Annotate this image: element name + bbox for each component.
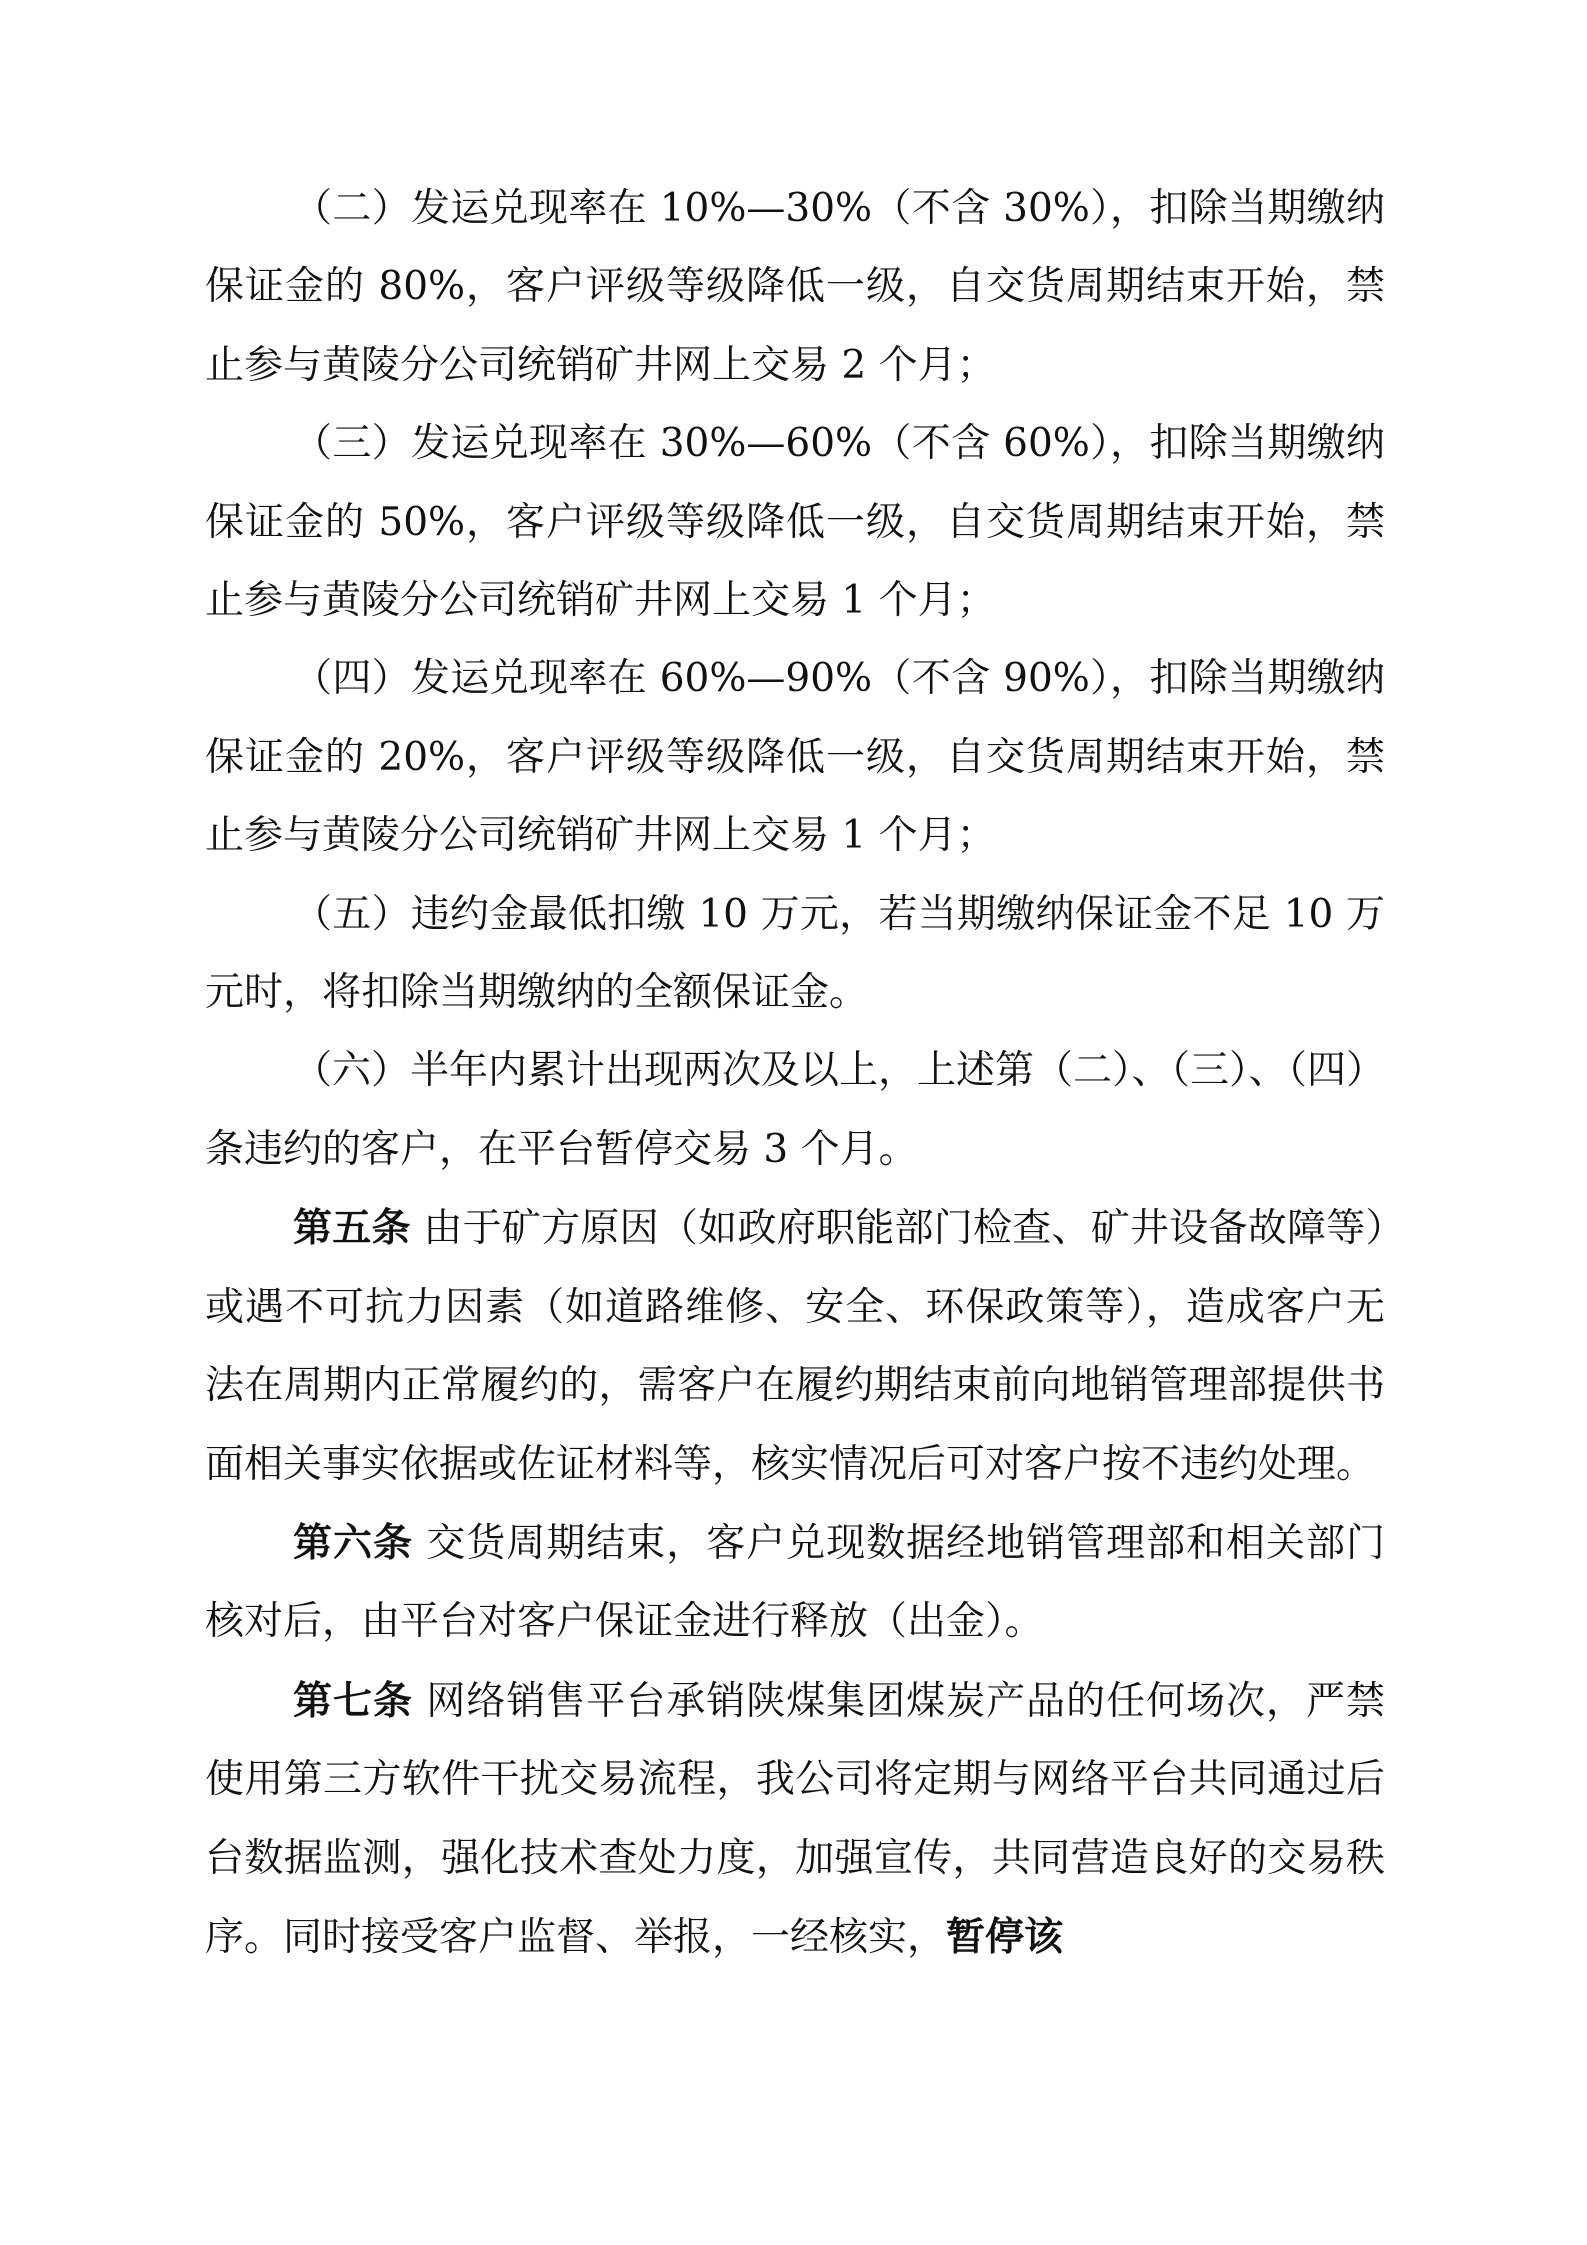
paragraph-article-7 bbox=[205, 1662, 1385, 1978]
paragraph-text: （二）发运兑现率在 10%—30%（不含 30%），扣除当期缴纳保证金的 80%，客户评级等级降低一级，自交货周期结束开始，禁止参与黄陵分公司统销矿井网上交易 2 个月； bbox=[205, 186, 1385, 388]
paragraph-item-6 bbox=[205, 1032, 1385, 1189]
paragraph-item-4 bbox=[205, 640, 1385, 875]
paragraph-item-5 bbox=[205, 876, 1385, 1033]
paragraph-article-5 bbox=[205, 1189, 1385, 1504]
article-heading: 第七条 bbox=[293, 1677, 413, 1724]
paragraph-item-3 bbox=[205, 405, 1385, 640]
paragraph-text: （四）发运兑现率在 60%—90%（不含 90%），扣除当期缴纳保证金的 20%，客户评级等级降低一级，自交货周期结束开始，禁止参与黄陵分公司统销矿井网上交易 1 个月； bbox=[205, 656, 1385, 859]
paragraph-article-6 bbox=[205, 1504, 1385, 1662]
paragraph-text: 交货周期结束，客户兑现数据经地销管理部和相关部门核对后，由平台对客户保证金进行释放（出金）。 bbox=[205, 1520, 1385, 1645]
paragraph-text: （五）违约金最低扣缴 10 万元，若当期缴纳保证金不足 10 万元时，将扣除当期缴纳的全额保证金。 bbox=[205, 891, 1385, 1016]
document-body bbox=[205, 170, 1385, 1977]
paragraph-item-2 bbox=[205, 170, 1385, 405]
article-heading: 第六条 bbox=[293, 1519, 413, 1566]
paragraph-text: （三）发运兑现率在 30%—60%（不含 60%），扣除当期缴纳保证金的 50%，客户评级等级降低一级，自交货周期结束开始，禁止参与黄陵分公司统销矿井网上交易 1 个月； bbox=[205, 421, 1385, 624]
paragraph-text: （六）半年内累计出现两次及以上，上述第（二）、（三）、（四）条违约的客户，在平台暂停交易 3 个月。 bbox=[205, 1048, 1386, 1172]
paragraph-bold-tail: 暂停该 bbox=[946, 1913, 1064, 1960]
paragraph-text: 由于矿方原因（如政府职能部门检查、矿井设备故障等）或遇不可抗力因素（如道路维修、安全、环保政策等），造成客户无法在周期内正常履约的，需客户在履约期结束前向地销管理部提供书面相关事实依据或佐证材料等，核实情况后可对客户按不违约处理。 bbox=[205, 1206, 1385, 1487]
article-heading: 第五条 bbox=[293, 1205, 411, 1252]
paragraph-text: 网络销售平台承销陕煤集团煤炭产品的任何场次，严禁使用第三方软件干扰交易流程，我公司将定期与网络平台共同通过后台数据监测，强化技术查处力度，加强宣传，共同营造良好的交易秩序。同时接受客户监督、举报，一经核实， bbox=[205, 1678, 1385, 1960]
